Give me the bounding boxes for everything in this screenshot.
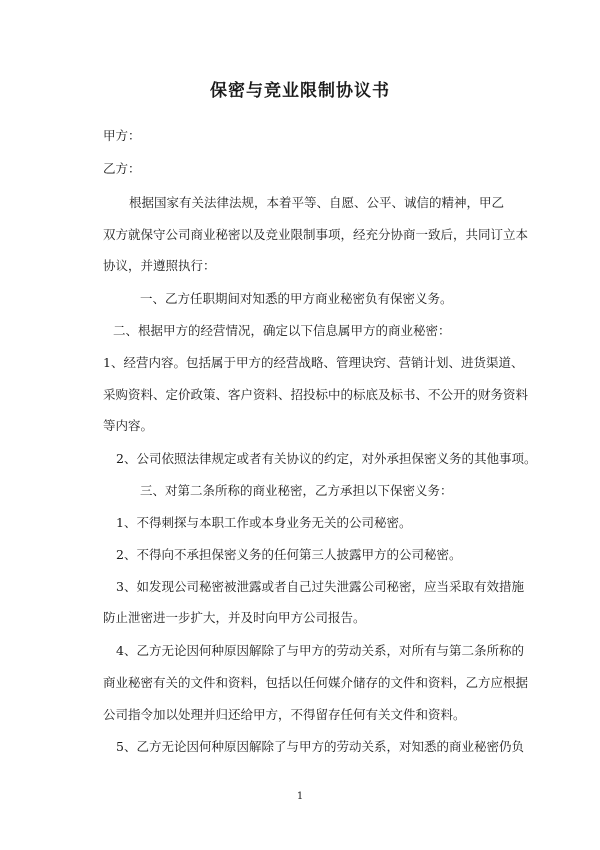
paragraph-line: 等内容。	[103, 418, 154, 433]
paragraph-line: 公司指令加以处理并归还给甲方，不得留存任何有关文件和资料。	[103, 707, 466, 722]
paragraph-line: 1、不得刺探与本职工作或本身业务无关的公司秘密。	[116, 515, 412, 530]
party-b-label: 乙方：	[103, 161, 141, 176]
paragraph-line: 商业秘密有关的文件和资料，包括以任何媒介储存的文件和资料，乙方应根据	[103, 675, 529, 690]
paragraph-line: 3、如发现公司秘密被泄露或者自己过失泄露公司秘密，应当采取有效措施	[116, 579, 524, 594]
page-number: 1	[296, 791, 304, 802]
party-a-label: 甲方：	[103, 128, 141, 143]
paragraph-line: 根据国家有关法律法规，本着平等、自愿、公平、诚信的精神，甲乙	[129, 195, 505, 210]
paragraph-line: 采购资料、定价政策、客户资料、招投标中的标底及标书、不公开的财务资料	[103, 387, 529, 402]
paragraph-line: 双方就保守公司商业秘密以及竞业限制事项，经充分协商一致后，共同订立本	[103, 227, 529, 242]
document-title: 保密与竞业限制协议书	[210, 81, 390, 101]
paragraph-line: 防止泄密进一步扩大，并及时向甲方公司报告。	[103, 610, 366, 625]
paragraph-line: 4、乙方无论因何种原因解除了与甲方的劳动关系，对所有与第二条所称的	[116, 643, 524, 658]
clause-heading: 一、乙方任职期间对知悉的甲方商业秘密负有保密义务。	[140, 291, 453, 306]
paragraph-line: 协议，并遵照执行：	[103, 258, 216, 273]
clause-heading: 三、对第二条所称的商业秘密，乙方承担以下保密义务：	[140, 483, 453, 498]
paragraph-line: 1、经营内容。包括属于甲方的经营战略、管理诀窍、营销计划、进货渠道、	[103, 355, 524, 370]
paragraph-line: 2、公司依照法律规定或者有关协议的约定，对外承担保密义务的其他事项。	[116, 451, 537, 466]
paragraph-line: 5、乙方无论因何种原因解除了与甲方的劳动关系，对知悉的商业秘密仍负	[116, 739, 524, 754]
paragraph-line: 2、不得向不承担保密义务的任何第三人披露甲方的公司秘密。	[116, 547, 462, 562]
clause-heading: 二、根据甲方的经营情况，确定以下信息属甲方的商业秘密：	[113, 323, 451, 338]
